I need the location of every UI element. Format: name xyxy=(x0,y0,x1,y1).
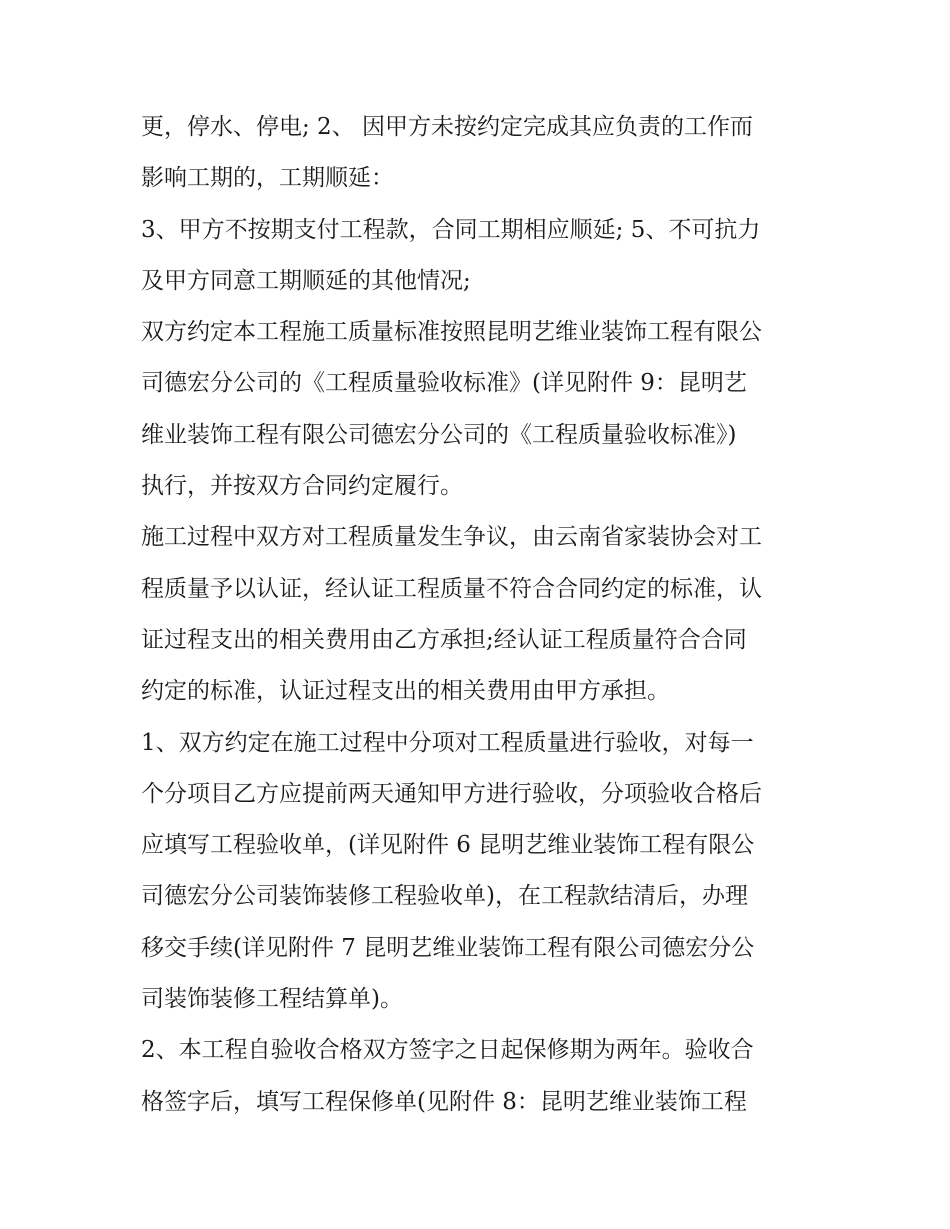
text-line: 程质量予以认证，经认证工程质量不符合合同约定的标准，认 xyxy=(141,575,762,602)
text-line: 约定的标准，认证过程支出的相关费用由甲方承担。 xyxy=(141,678,670,705)
text-line: 双方约定本工程施工质量标准按照昆明艺维业装饰工程有限公 xyxy=(141,319,762,346)
text-line: 司德宏分公司装饰装修工程验收单)，在工程款结清后，办理 xyxy=(141,883,748,910)
text-line: 更，停水、停电; 2、 因甲方未按约定完成其应负责的工作而 xyxy=(141,114,754,140)
text-line: 影响工期的，工期顺延： xyxy=(141,165,394,192)
text-line: 3、甲方不按期支付工程款，合同工期相应顺延; 5、不可抗力 xyxy=(141,216,761,243)
text-line: 个分项目乙方应提前两天通知甲方进行验收，分项验收合格后 xyxy=(141,780,762,807)
text-line: 司德宏分公司的《工程质量验收标准》(详见附件 9：昆明艺 xyxy=(141,370,747,397)
text-line: 1、双方约定在施工过程中分项对工程质量进行验收，对每一 xyxy=(141,729,754,756)
text-line: 移交手续(详见附件 7 昆明艺维业装饰工程有限公司德宏分公 xyxy=(141,934,755,961)
text-line: 应填写工程验收单，(详见附件 6 昆明艺维业装饰工程有限公 xyxy=(141,832,755,859)
text-line: 及甲方同意工期顺延的其他情况; xyxy=(141,267,471,294)
text-line: 维业装饰工程有限公司德宏分公司的《工程质量验收标准》) xyxy=(141,421,737,448)
text-line: 执行，并按双方合同约定履行。 xyxy=(141,473,463,500)
text-line: 证过程支出的相关费用由乙方承担;经认证工程质量符合合同 xyxy=(141,626,747,653)
text-line: 2、本工程自验收合格双方签字之日起保修期为两年。验收合 xyxy=(141,1037,754,1064)
text-line: 格签字后，填写工程保修单(见附件 8：昆明艺维业装饰工程 xyxy=(141,1088,747,1115)
text-line: 司装饰装修工程结算单)。 xyxy=(141,986,403,1013)
text-line: 施工过程中双方对工程质量发生争议，由云南省家装协会对工 xyxy=(141,524,762,551)
document-body xyxy=(141,102,831,1128)
